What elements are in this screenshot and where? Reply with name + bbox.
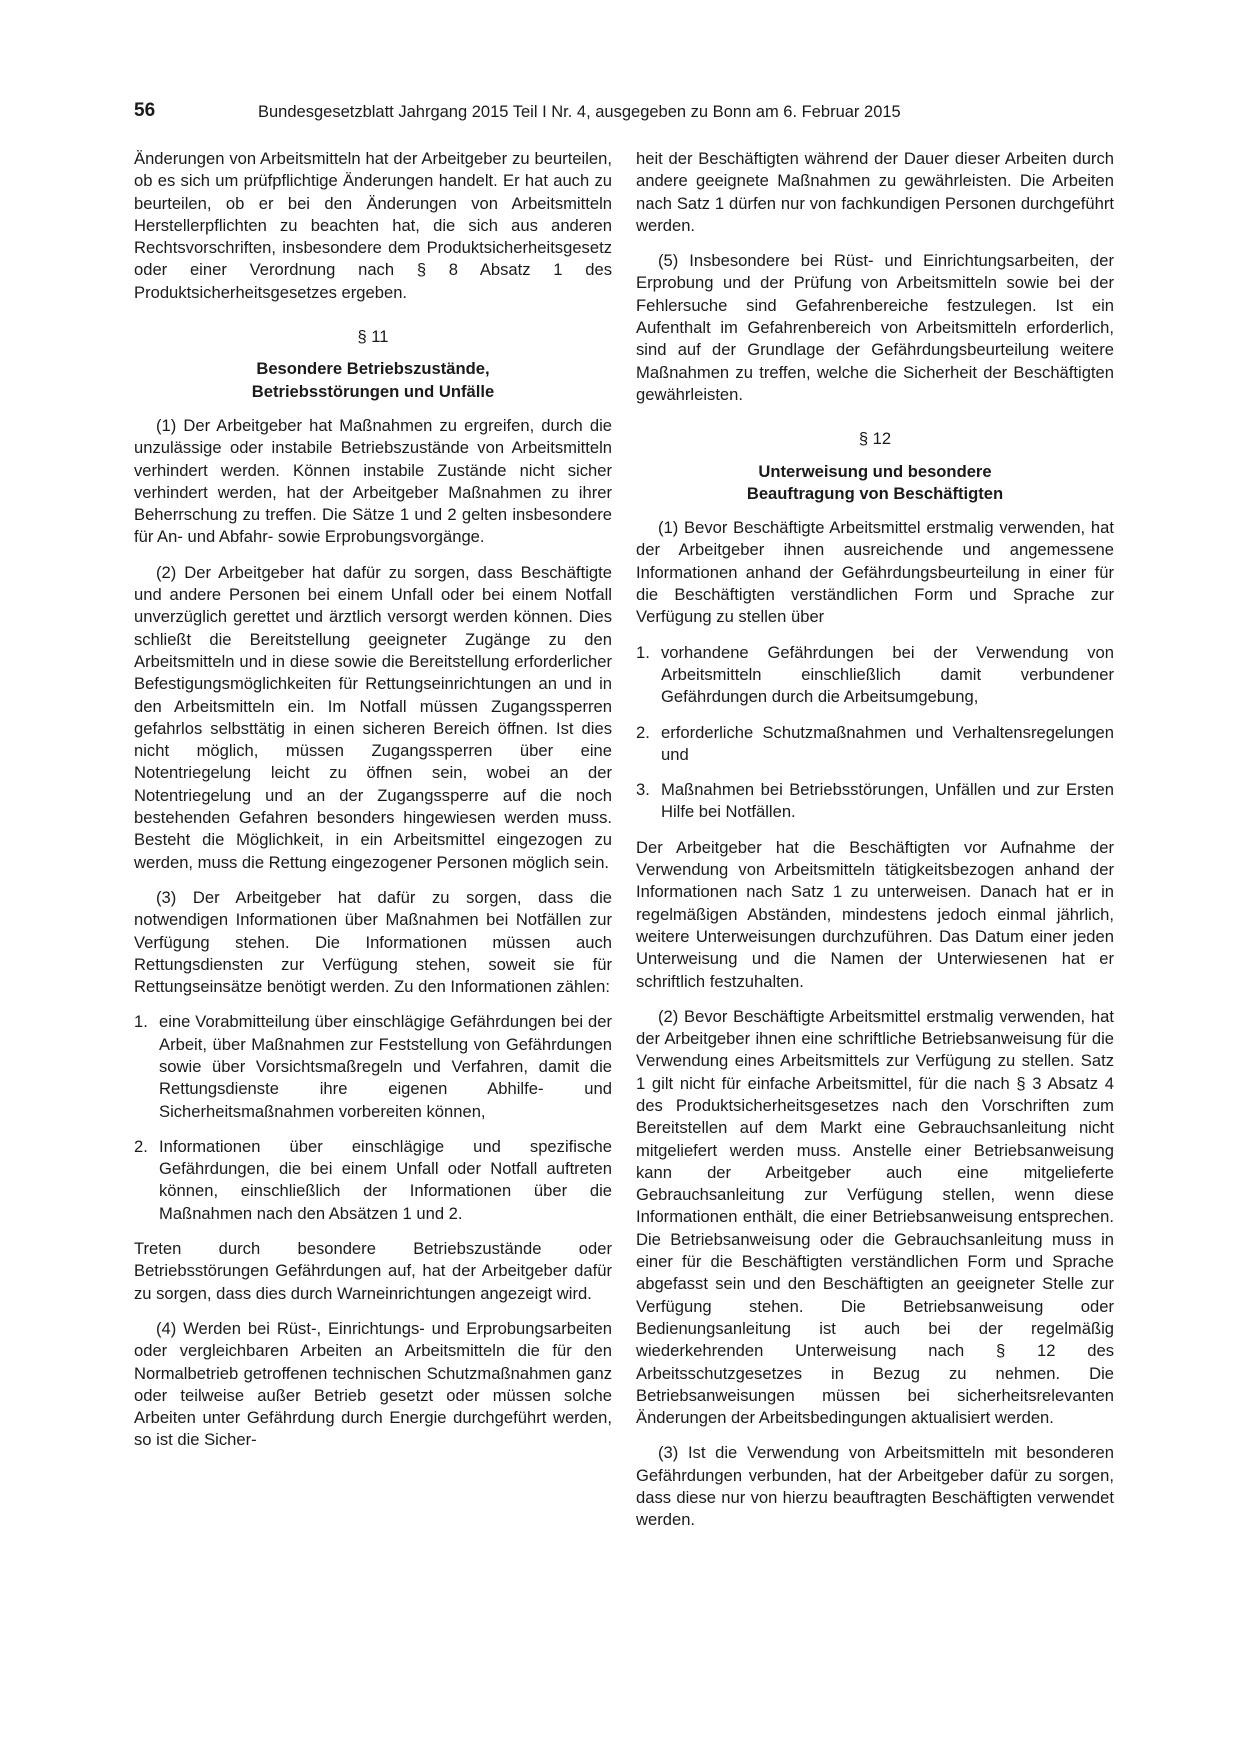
section-title [636,461,1114,506]
section-title-line: Betriebsstörungen und Unfälle [251,381,495,401]
list-item-text: Maßnahmen bei Betriebsstörungen, Unfällen und zur Ersten Hilfe bei Notfällen. [661,780,1114,822]
paragraph-3: (3) Der Arbeitgeber hat dafür zu sorgen, dass die notwendigen Informationen über Maßnahmen bei Notfällen zur Verfügung stehen. Die Informationen müssen auch Rettungsdiensten zur Verfügung stehen, soweit sie für Rettungseinsätze benötigt werden. Zu den Informationen zählen: [134,887,612,997]
section-title-line: Unterweisung und besondere [758,461,992,481]
list-item-number: 1. [134,1012,148,1032]
intro-paragraph: Änderungen von Arbeitsmitteln hat der Arbeitgeber zu beurteilen, ob es sich um prüfpflichtige Änderungen handelt. Er hat auch zu beurteilen, ob er bei den Änderungen von Arbeitsmitteln Herstellerpflichten zu beachten hat, die sich aus anderen Rechtsvorschriften, insbesondere dem Produktsicherheitsgesetz oder einer Verordnung nach § 8 Absatz 1 des Produktsicherheitsgesetzes ergeben. [134,149,612,302]
list-item [636,779,1114,824]
page-number: 56 [134,100,156,121]
paragraph-4: (4) Werden bei Rüst-, Einrichtungs- und Erprobungsarbeiten oder vergleichbaren Arbeiten an Arbeitsmitteln die für den Normalbetrieb getroffenen technischen Schutzmaßnahmen ganz oder teilweise außer Betrieb gesetzt oder müssen solche Arbeiten unter Gefährdung durch Energie durchgeführt werden, so ist die Sicher- [134,1318,612,1450]
paragraph-5: (5) Insbesondere bei Rüst- und Einrichtungsarbeiten, der Erprobung und der Prüfung von Arbeitsmitteln sowie bei der Fehlersuche sind Gefahrenbereiche festzulegen. Ist ein Aufenthalt im Gefahrenbereich von Arbeitsmitteln erforderlich, sind auf der Grundlage der Gefährdungsbeurteilung weitere Maßnahmen zu treffen, welche die Sicherheit der Beschäftigten gewährleisten. [636,251,1114,404]
section-title-line: Beauftragung von Beschäftigten [746,483,1004,503]
header-title: Bundesgesetzblatt Jahrgang 2015 Teil I Nr. 4, ausgegeben zu Bonn am 6. Februar 2015 [258,103,901,121]
left-column [134,148,612,1465]
list-item-text: eine Vorabmitteilung über einschlägige Gefährdungen bei der Arbeit, über Maßnahmen zur Feststellung von Gefährdungen sowie über Vorsichtsmaßregeln und Verfahren, damit die Rettungsdienste ihre eigenen Abhilfe- und Sicherheitsmaßnahmen vorbereiten können, [159,1012,612,1121]
paragraph-3: (3) Ist die Verwendung von Arbeitsmitteln mit besonderen Gefährdungen verbunden, hat der Arbeitgeber dafür zu sorgen, dass diese nur von hierzu beauftragten Beschäftigten verwendet werden. [636,1443,1114,1530]
page-header [134,100,1114,126]
paragraph-4-continued: heit der Beschäftigten während der Dauer dieser Arbeiten durch andere geeignete Maßnahmen zu gewährleisten. Die Arbeiten nach Satz 1 dürfen nur von fachkundigen Personen durchgeführt werden. [636,149,1114,235]
section-number: § 11 [357,327,389,347]
section-title-line: Besondere Betriebszustände, [256,359,490,379]
paragraph-3-tail: Treten durch besondere Betriebszustände oder Betriebsstörungen Gefährdungen auf, hat der Arbeitgeber dafür zu sorgen, dass dies durch Warneinrichtungen angezeigt wird. [134,1239,612,1303]
list-item-text: erforderliche Schutzmaßnahmen und Verhaltensregelungen und [661,722,1114,764]
list-item-text: Informationen über einschlägige und spezifische Gefährdungen, die bei einem Unfall oder Notfall auftreten können, einschließlich der Informationen über die Maßnahmen nach den Absätzen 1 und 2. [159,1136,612,1223]
list-item [636,642,1114,709]
paragraph-2: (2) Der Arbeitgeber hat dafür zu sorgen, dass Beschäftigte und andere Personen bei einem Unfall oder bei einem Notfall unverzüglich gerettet und ärztlich versorgt werden können. Dies schließt die Bereitstellung geeigneter Zugänge zu den Arbeitsmitteln und in diese sowie die Bereitstellung erforderlicher Befestigungsmöglichkeiten für Rettungseinrichtungen an und in den Arbeitsmitteln ein. Im Notfall müssen Zugangssperren gefahrlos selbsttätig in einen sicheren Bereich öffnen. Ist dies nicht möglich, müssen Zugangssperren über eine Notentriegelung leicht zu öffnen sein, wobei an der Notentriegelung und an der Zugangssperre auf die noch bestehenden Gefahren besonders hingewiesen werden muss. Besteht die Möglichkeit, in ein Arbeitsmittel eingezogen zu werden, muss die Rettung eingezogener Personen möglich sein. [134,562,612,872]
list-item-number: 1. [636,642,650,662]
paragraph-1: (1) Der Arbeitgeber hat Maßnahmen zu ergreifen, durch die unzulässige oder instabile Betriebszustände von Arbeitsmitteln verhindert werden. Können instabile Zustände nicht sicher verhindert werden, hat der Arbeitgeber Maßnahmen zu ihrer Beherrschung zu treffen. Die Sätze 1 und 2 gelten insbesondere für An- und Abfahr- sowie Erprobungsvorgänge. [134,415,612,547]
list-item-number: 2. [636,722,650,742]
list-item-number: 3. [636,780,650,800]
paragraph-1: (1) Bevor Beschäftigte Arbeitsmittel erstmalig verwenden, hat der Arbeitgeber ihnen ausreichende und angemessene Informationen anhand der Gefährdungsbeurteilung in einer für die Beschäftigten verständlichen Form und Sprache zur Verfügung zu stellen über [636,518,1114,627]
list-item [134,1011,612,1122]
right-column [636,148,1114,1545]
enumerated-list [134,1011,612,1225]
section-title [134,358,612,403]
section-number: § 12 [858,429,892,449]
list-item [636,722,1114,767]
list-item-text: vorhandene Gefährdungen bei der Verwendung von Arbeitsmitteln einschließlich damit verbundener Gefährdungen durch die Arbeitsumgebung, [661,642,1114,707]
list-item [134,1136,612,1225]
paragraph-2: (2) Bevor Beschäftigte Arbeitsmittel erstmalig verwenden, hat der Arbeitgeber ihnen eine schriftliche Betriebsanweisung für die Verwendung eines Arbeitsmittels zur Verfügung zu stellen. Satz 1 gilt nicht für einfache Arbeitsmittel, für die nach § 3 Absatz 4 des Produktsicherheitsgesetzes nach den Vorschriften zum Bereitstellen auf dem Markt eine Gebrauchsanleitung nicht mitgeliefert werden muss. Anstelle einer Betriebsanweisung kann der Arbeitgeber auch eine mitgelieferte Gebrauchsanleitung zur Verfügung stellen, wenn diese Informationen enthält, die einer Betriebsanweisung entsprechen. Die Betriebsanweisung oder die Gebrauchsanleitung muss in einer für die Beschäftigten verständlichen Form und Sprache abgefasst sein und den Beschäftigten an geeigneter Stelle zur Verfügung stehen. Die Betriebsanweisung oder Bedienungsanleitung ist auch bei der regelmäßig wiederkehrenden Unterweisung nach § 12 des Arbeitsschutzgesetzes in Bezug zu nehmen. Die Betriebsanweisungen müssen bei sicherheitsrelevanten Änderungen der Arbeitsbedingungen aktualisiert werden. [636,1006,1114,1428]
enumerated-list [636,642,1114,824]
list-item-number: 2. [134,1136,148,1156]
paragraph-1-tail: Der Arbeitgeber hat die Beschäftigten vor Aufnahme der Verwendung von Arbeitsmitteln tätigkeitsbezogen anhand der Informationen nach Satz 1 zu unterweisen. Danach hat er in regelmäßigen Abständen, mindestens jedoch einmal jährlich, weitere Unterweisungen durchzuführen. Das Datum einer jeden Unterweisung und die Namen der Unterwiesenen hat er schriftlich festzuhalten. [636,837,1114,991]
